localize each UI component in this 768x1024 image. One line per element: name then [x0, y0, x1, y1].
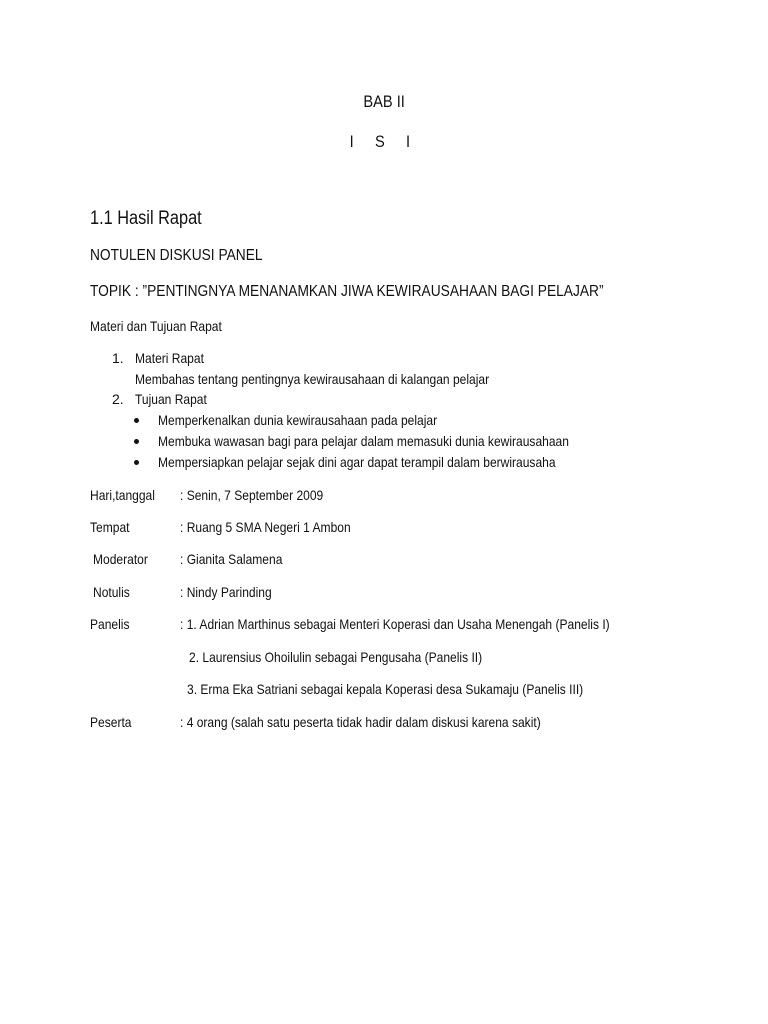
bullet-item-text: Membuka wawasan bagi para pelajar dalam memasuki dunia kewirausahaan	[158, 433, 569, 449]
list-item-tujuan-rapat	[135, 391, 219, 407]
date-label	[90, 487, 166, 503]
panelis-1-text: : 1. Adrian Marthinus sebagai Menteri Koperasi dan Usaha Menengah (Panelis I)	[180, 616, 610, 632]
moderator-value	[180, 551, 299, 567]
place-value-text: : Ruang 5 SMA Negeri 1 Ambon	[180, 519, 351, 535]
panelis-1	[180, 616, 680, 632]
materi-tujuan-heading	[90, 318, 243, 334]
notulis-value	[180, 584, 287, 600]
list-item-desc-text: Membahas tentang pentingnya kewirausahaan di kalangan pelajar	[135, 371, 490, 387]
list-number-2: 2.	[112, 391, 124, 407]
chapter-title	[0, 92, 768, 112]
topic-line	[90, 283, 687, 301]
bullet-item	[158, 454, 620, 470]
panelis-2	[189, 649, 530, 665]
panelis-3	[187, 681, 648, 697]
chapter-subtitle	[0, 132, 768, 152]
panelis-label-text: Panelis	[90, 616, 130, 632]
notulis-label-text: Notulis	[93, 584, 130, 600]
date-value-text: : Senin, 7 September 2009	[180, 487, 324, 503]
materi-tujuan-text: Materi dan Tujuan Rapat	[90, 318, 222, 334]
panelis-2-text: 2. Laurensius Ohoilulin sebagai Pengusaha (Panelis II)	[189, 649, 483, 665]
panelis-3-text: 3. Erma Eka Satriani sebagai kepala Koperasi desa Sukamaju (Panelis III)	[187, 681, 584, 697]
bullet-item	[158, 433, 636, 449]
list-item-materi-rapat	[135, 350, 215, 366]
notulen-title-text: NOTULEN DISKUSI PANEL	[90, 247, 263, 264]
moderator-label	[93, 551, 157, 567]
peserta-value-text: : 4 orang (salah satu peserta tidak hadir dalam diskusi karena sakit)	[180, 714, 541, 730]
bullet-item-text: Memperkenalkan dunia kewirausahaan pada pelajar	[158, 412, 438, 428]
list-item-title: Materi Rapat	[135, 350, 204, 366]
section-heading-text: 1.1 Hasil Rapat	[90, 208, 202, 229]
chapter-title-text: BAB II	[363, 92, 405, 111]
panelis-label	[90, 616, 136, 632]
list-item-title: Tujuan Rapat	[135, 391, 207, 407]
peserta-label-text: Peserta	[90, 714, 132, 730]
notulen-title	[90, 247, 291, 265]
list-number-1: 1.	[112, 350, 124, 366]
bullet-icon	[134, 418, 139, 423]
notulis-value-text: : Nindy Parinding	[180, 584, 272, 600]
chapter-subtitle-text: I S I	[349, 132, 419, 151]
bullet-icon	[134, 439, 139, 444]
bullet-item	[158, 412, 483, 428]
date-value	[180, 487, 347, 503]
bullet-item-text: Mempersiapkan pelajar sejak dini agar dapat terampil dalam berwirausaha	[158, 454, 556, 470]
moderator-label-text: Moderator	[93, 551, 148, 567]
notulis-label	[93, 584, 136, 600]
moderator-value-text: : Gianita Salamena	[180, 551, 283, 567]
peserta-label	[90, 714, 138, 730]
peserta-value	[180, 714, 599, 730]
place-label-text: Tempat	[90, 519, 130, 535]
topic-text: TOPIK : ”PENTINGNYA MENANAMKAN JIWA KEWIRAUSAHAAN BAGI PELAJAR”	[90, 283, 604, 300]
place-label	[90, 519, 136, 535]
section-heading	[90, 208, 220, 230]
list-item-description	[135, 371, 547, 387]
place-value	[180, 519, 378, 535]
date-label-text: Hari,tanggal	[90, 487, 155, 503]
bullet-icon	[134, 460, 139, 465]
